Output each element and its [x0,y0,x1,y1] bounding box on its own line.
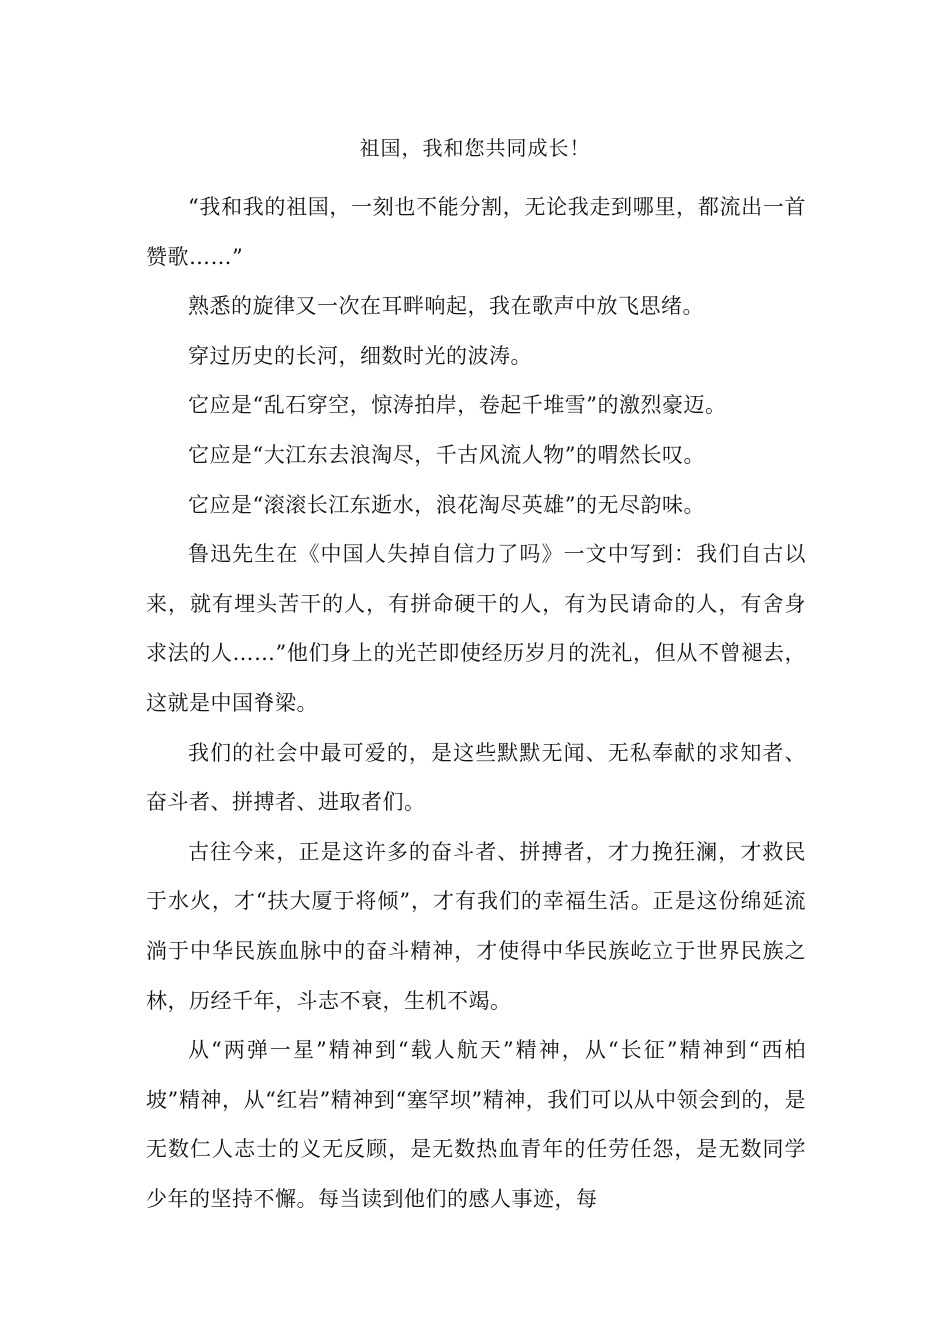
paragraph: 它应是“滚滚长江东逝水，浪花淘尽英雄”的无尽韵味。 [188,492,705,517]
paragraph: 穿过历史的长河，细数时光的波涛。 [188,343,532,368]
document-body [146,183,806,1224]
paragraph: 它应是“乱石穿空，惊涛拍岸，卷起千堆雪”的激烈豪迈。 [188,393,727,418]
document-title: 祖国，我和您共同成长！ [359,136,591,160]
paragraph: 从“两弹一星”精神到“载人航天”精神，从“长征”精神到“西柏坡”精神，从“红岩”精神到“塞罕坝”精神，我们可以从中领会到的，是无数仁人志士的义无反顾，是无数热血青年的任劳任怨，是无数同学少年的坚持不懈。每当读到他们的感人事迹，每 [146,1038,806,1211]
paragraph: 熟悉的旋律又一次在耳畔响起，我在歌声中放飞思绪。 [188,294,704,319]
paragraph: 古往今来，正是这许多的奋斗者、拼搏者，才力挽狂澜，才救民于水火，才“扶大厦于将倾”，才有我们的幸福生活。正是这份绵延流淌于中华民族血脉中的奋斗精神，才使得中华民族屹立于世界民族之林，历经千年，斗志不衰，生机不竭。 [146,839,806,1013]
paragraph: 它应是“大江东去浪淘尽，千古风流人物”的喟然长叹。 [188,442,705,467]
paragraph: 我们的社会中最可爱的，是这些默默无闻、无私奉献的求知者、奋斗者、拼搏者、进取者们。 [146,740,806,815]
paragraph: 鲁迅先生在《中国人失掉自信力了吗》一文中写到：我们自古以来，就有埋头苦干的人，有拼命硬干的人，有为民请命的人，有舍身求法的人……”他们身上的光芒即使经历岁月的洗礼，但从不曾褪去，这就是中国脊梁。 [146,542,806,715]
paragraph: “我和我的祖国，一刻也不能分割，无论我走到哪里，都流出一首赞歌……” [146,195,806,269]
